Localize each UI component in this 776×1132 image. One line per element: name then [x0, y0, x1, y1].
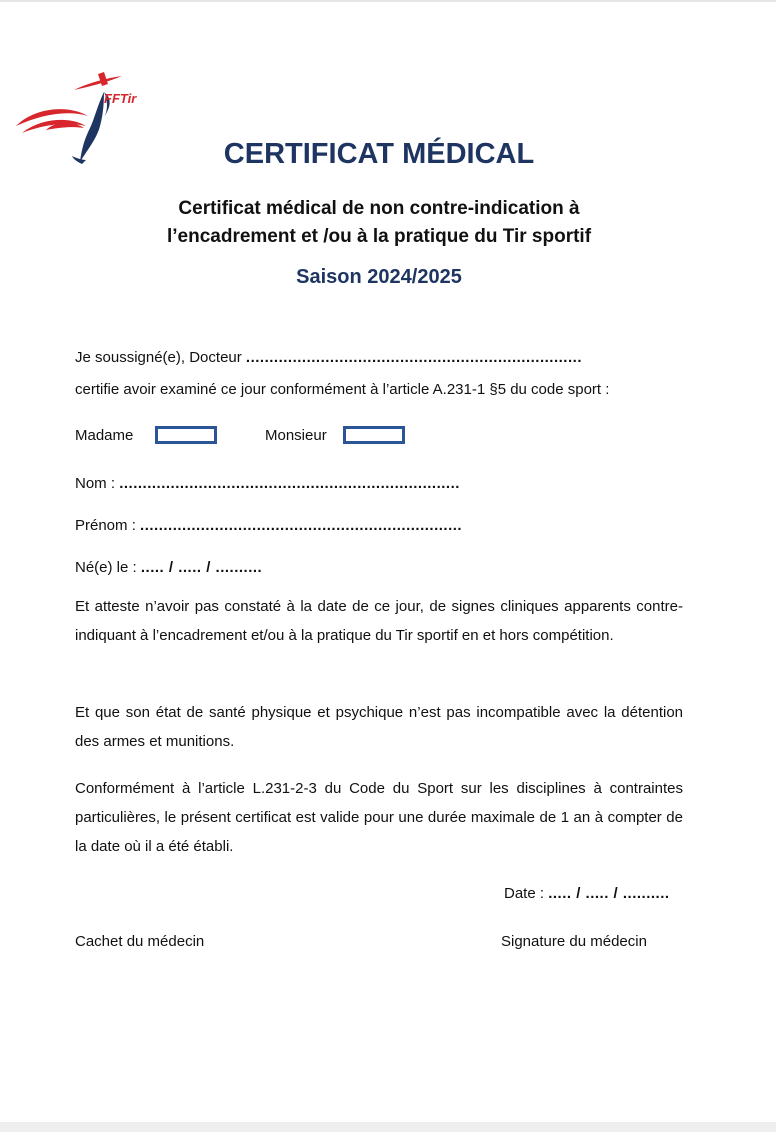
prenom-field[interactable]: ..................................................................... [140, 517, 463, 534]
bottom-border [0, 1122, 776, 1132]
subtitle-line-2: l’encadrement et /ou à la pratique du Tir sportif [166, 226, 592, 247]
nom-label: Nom : [75, 475, 116, 492]
season-label: Saison 2024/2025 [296, 266, 462, 288]
birth-label: Né(e) le : [75, 559, 137, 576]
prenom-label: Prénom : [75, 517, 136, 534]
document-subtitle [0, 195, 758, 251]
document-title: CERTIFICAT MÉDICAL [223, 138, 535, 170]
birth-date-field[interactable]: ..... / ..... / .......... [140, 559, 263, 576]
subtitle-line-1: Certificat médical de non contre-indication à [178, 198, 580, 219]
stamp-label: Cachet du médecin [75, 933, 205, 950]
prenom-line [75, 516, 462, 536]
doctor-line [75, 348, 582, 368]
nom-field[interactable]: ......................................................................... [119, 475, 460, 492]
certify-text: certifie avoir examiné ce jour conformément à l’article A.231-1 §5 du code sport : [75, 381, 610, 398]
monsieur-label: Monsieur [265, 427, 327, 444]
health-paragraph: Et que son état de santé physique et psychique n’est pas incompatible avec la détention des armes et munitions. [75, 704, 683, 750]
madame-label: Madame [75, 427, 134, 444]
top-border [0, 0, 776, 2]
validity-paragraph: Conformément à l’article L.231-2-3 du Code du Sport sur les disciplines à contraintes particulières, le présent certificat est valide pour une durée maximale de 1 an à compter de la date où il a été établi. [75, 780, 683, 855]
attest-paragraph: Et atteste n’avoir pas constaté à la date de ce jour, de signes cliniques apparents contre-indiquant à l’encadrement et/ou à la pratique du Tir sportif en et hors compétition. [75, 598, 683, 644]
signature-label: Signature du médecin [501, 933, 647, 950]
birth-line [75, 558, 262, 578]
nom-line [75, 474, 460, 494]
doctor-label: Je soussigné(e), Docteur [75, 349, 242, 366]
date-label: Date : [504, 885, 545, 902]
logo-text: FFTir [104, 91, 137, 106]
monsieur-checkbox[interactable] [343, 426, 405, 444]
date-line [504, 884, 670, 904]
doctor-name-field[interactable]: ........................................................................ [245, 349, 582, 366]
madame-checkbox[interactable] [155, 426, 217, 444]
date-field[interactable]: ..... / ..... / .......... [548, 885, 670, 902]
